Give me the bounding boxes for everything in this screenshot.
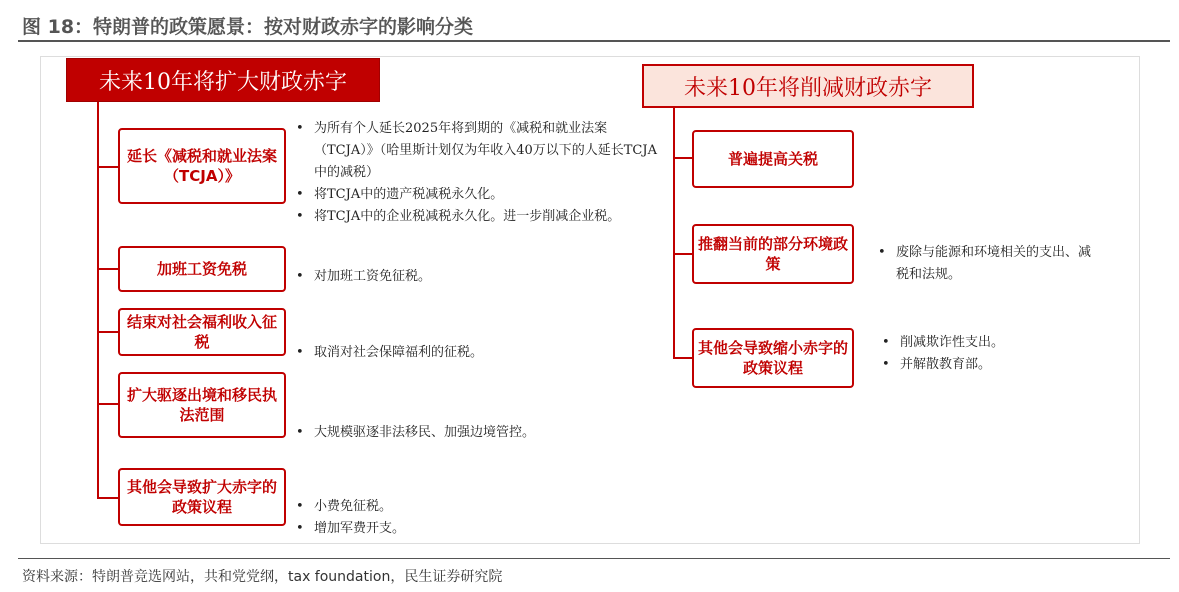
- node-label: 推翻当前的部分环境政策: [698, 235, 849, 273]
- node-label: 结束对社会福利收入征税: [126, 313, 277, 351]
- bullets-overturn-env-policy: [876, 242, 1102, 286]
- bullet-item: • 小费免征税。: [294, 496, 666, 518]
- bullet-item: • 增加军费开支。: [294, 518, 666, 540]
- bullet-item: • 废除与能源和环境相关的支出、减税和法规。: [876, 242, 1102, 286]
- node-label: 普遍提高关税: [727, 150, 818, 168]
- node-other-expand-deficit: [118, 468, 286, 526]
- top-rule: [18, 40, 1170, 42]
- left-branch-4: [97, 403, 118, 405]
- right-trunk: [673, 108, 675, 358]
- right-header: 未来10年将削减财政赤字: [642, 64, 974, 108]
- left-trunk: [97, 102, 99, 498]
- bullets-overtime-tax-free: [294, 266, 666, 288]
- bullet-item: • 对加班工资免征税。: [294, 266, 666, 288]
- bullet-item: • 为所有个人延长2025年将到期的《减税和就业法案（TCJA）》（哈里斯计划仅为年收入40万以下的人延长TCJA中的减税）: [294, 118, 666, 184]
- left-header: 未来10年将扩大财政赤字: [66, 58, 380, 102]
- node-overtime-tax-free: [118, 246, 286, 292]
- right-branch-1: [673, 157, 692, 159]
- source-note: 资料来源：特朗普竞选网站，共和党党纲，tax foundation，民生证券研究院: [22, 569, 503, 585]
- node-label: 扩大驱逐出境和移民执法范围: [126, 386, 277, 424]
- node-expand-deportation: [118, 372, 286, 438]
- node-overturn-env-policy: [692, 224, 854, 284]
- bullets-end-welfare-tax: [294, 342, 666, 364]
- bullets-expand-deportation: [294, 422, 666, 444]
- node-raise-tariffs: [692, 130, 854, 188]
- node-label: 延长《减税和就业法案（TCJA）》: [126, 147, 277, 185]
- left-branch-1: [97, 166, 118, 168]
- bullets-extend-tcja: [294, 118, 666, 228]
- bullet-item: • 削减欺诈性支出。: [880, 332, 1100, 354]
- bullet-item: • 大规模驱逐非法移民、加强边境管控。: [294, 422, 666, 444]
- node-end-welfare-tax: [118, 308, 286, 356]
- bullet-item: • 取消对社会保障福利的征税。: [294, 342, 666, 364]
- left-branch-5: [97, 497, 118, 499]
- bullet-item: • 将TCJA中的企业税减税永久化。进一步削减企业税。: [294, 206, 666, 228]
- node-other-reduce-deficit: [692, 328, 854, 388]
- bottom-rule: [18, 558, 1170, 559]
- node-label: 其他会导致缩小赤字的政策议程: [698, 339, 849, 377]
- right-branch-2: [673, 253, 692, 255]
- figure-title: 图 18：特朗普的政策愿景：按对财政赤字的影响分类: [22, 16, 474, 38]
- node-label: 其他会导致扩大赤字的政策议程: [126, 478, 277, 516]
- bullet-item: • 并解散教育部。: [880, 354, 1100, 376]
- node-label: 加班工资免税: [156, 260, 247, 278]
- node-extend-tcja: [118, 128, 286, 204]
- bullet-item: • 将TCJA中的遗产税减税永久化。: [294, 184, 666, 206]
- bullets-other-reduce-deficit: [880, 332, 1100, 376]
- bullets-other-expand-deficit: [294, 496, 666, 540]
- left-branch-3: [97, 331, 118, 333]
- right-branch-3: [673, 357, 692, 359]
- left-branch-2: [97, 268, 118, 270]
